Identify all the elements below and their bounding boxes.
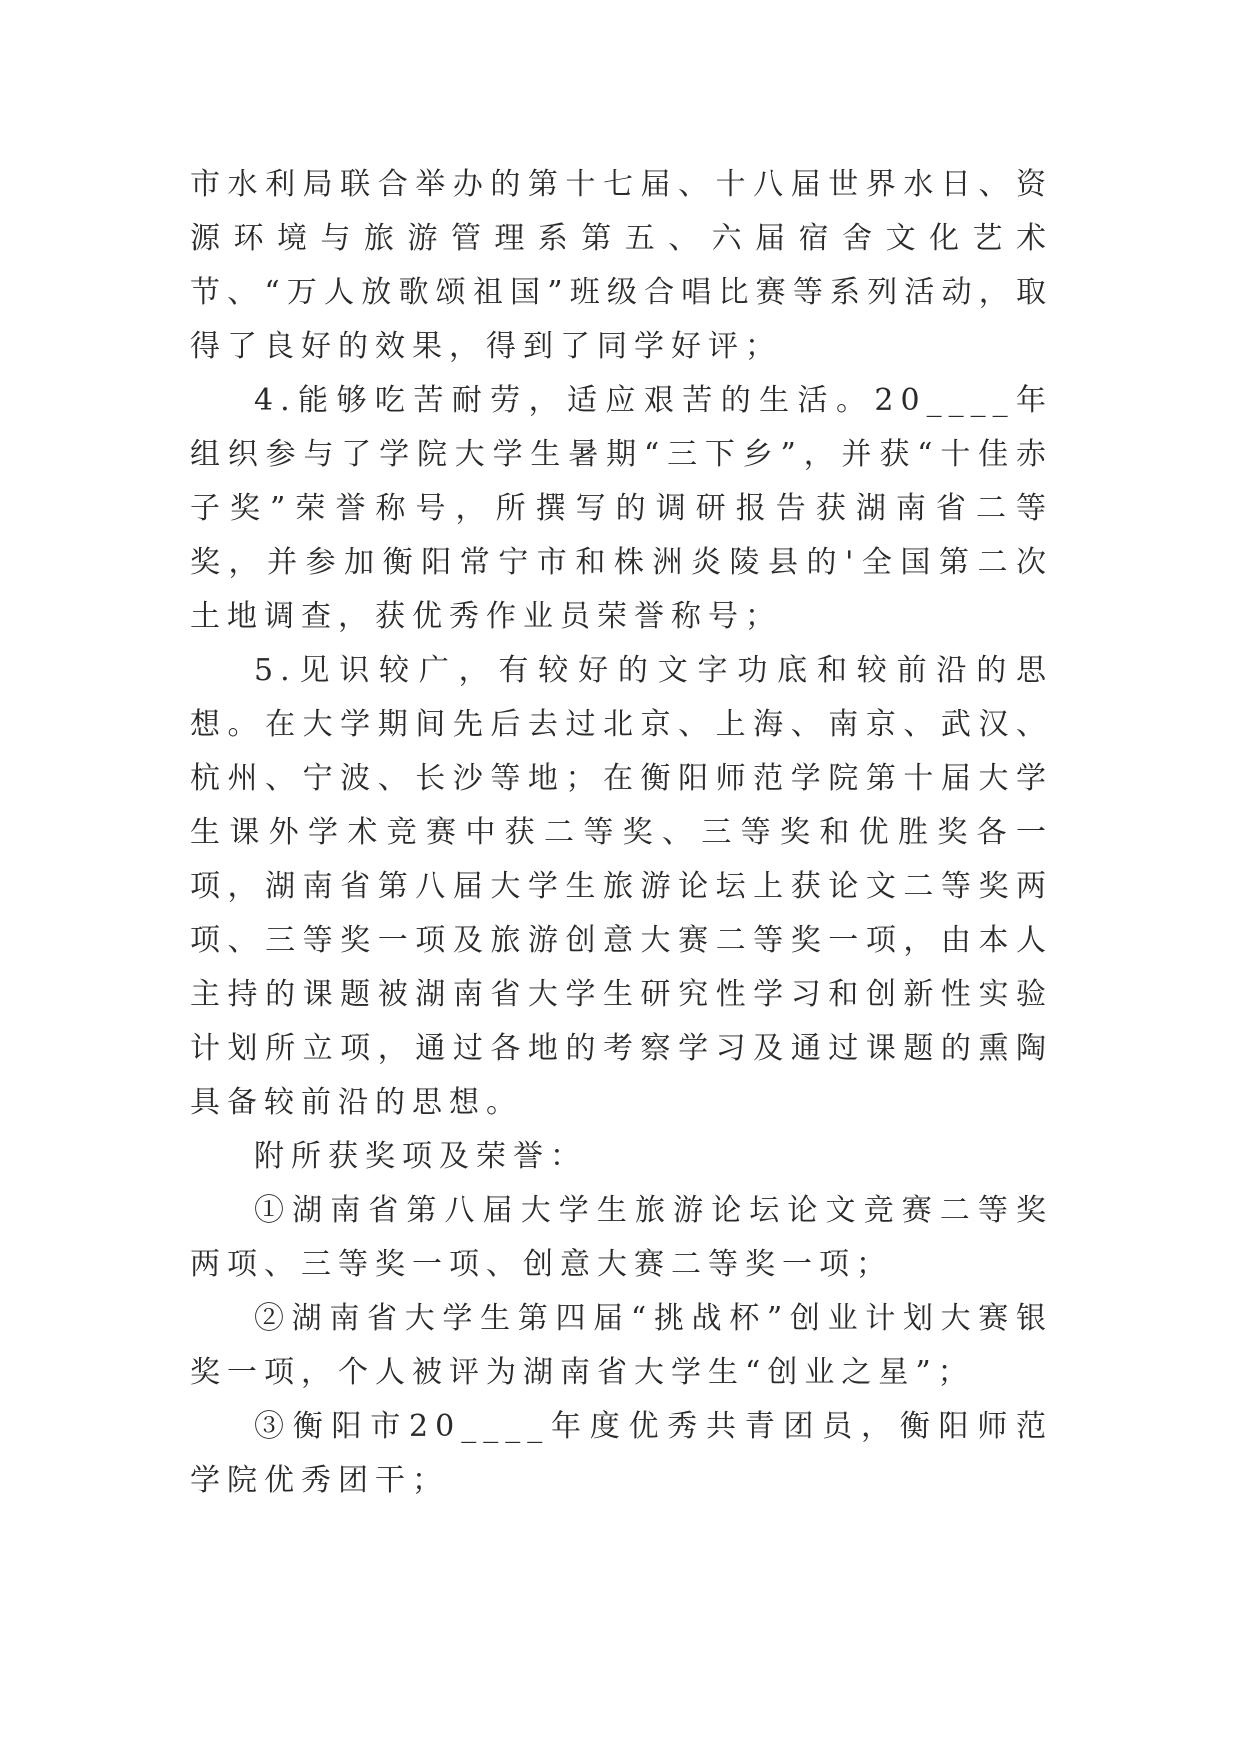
paragraph-continuation: 市水利局联合举办的第十七届、十八届世界水日、资源环境与旅游管理系第五、六届宿舍文化艺术节、“万人放歌颂祖国”班级合唱比赛等系列活动，取得了良好的效果，得到了同学好评； [190, 167, 1053, 364]
award-item-1: ①湖南省第八届大学生旅游论坛论文竞赛二等奖两项、三等奖一项、创意大赛二等奖一项； [190, 1193, 1053, 1282]
awards-heading: 附所获奖项及荣誉： [254, 1139, 587, 1174]
award-item-3: ③衡阳市20____年度优秀共青团员，衡阳师范学院优秀团干； [190, 1409, 1053, 1498]
paragraph-item-4: 4.能够吃苦耐劳，适应艰苦的生活。20____年组织参与了学院大学生暑期“三下乡”，并获“十佳赤子奖”荣誉称号，所撰写的调研报告获湖南省二等奖，并参加衡阳常宁市和株洲炎陵县的'全国第二次土地调查，获优秀作业员荣誉称号； [190, 383, 1053, 634]
paragraph-item-5: 5.见识较广，有较好的文字功底和较前沿的思想。在大学期间先后去过北京、上海、南京、武汉、杭州、宁波、长沙等地；在衡阳师范学院第十届大学生课外学术竞赛中获二等奖、三等奖和优胜奖各一项，湖南省第八届大学生旅游论坛上获论文二等奖两项、三等奖一项及旅游创意大赛二等奖一项，由本人主持的课题被湖南省大学生研究性学习和创新性实验计划所立项，通过各地的考察学习及通过课题的熏陶具备较前沿的思想。 [190, 653, 1053, 1120]
award-item-2: ②湖南省大学生第四届“挑战杯”创业计划大赛银奖一项，个人被评为湖南省大学生“创业之星”； [190, 1301, 1053, 1390]
document-body [190, 158, 1053, 1508]
